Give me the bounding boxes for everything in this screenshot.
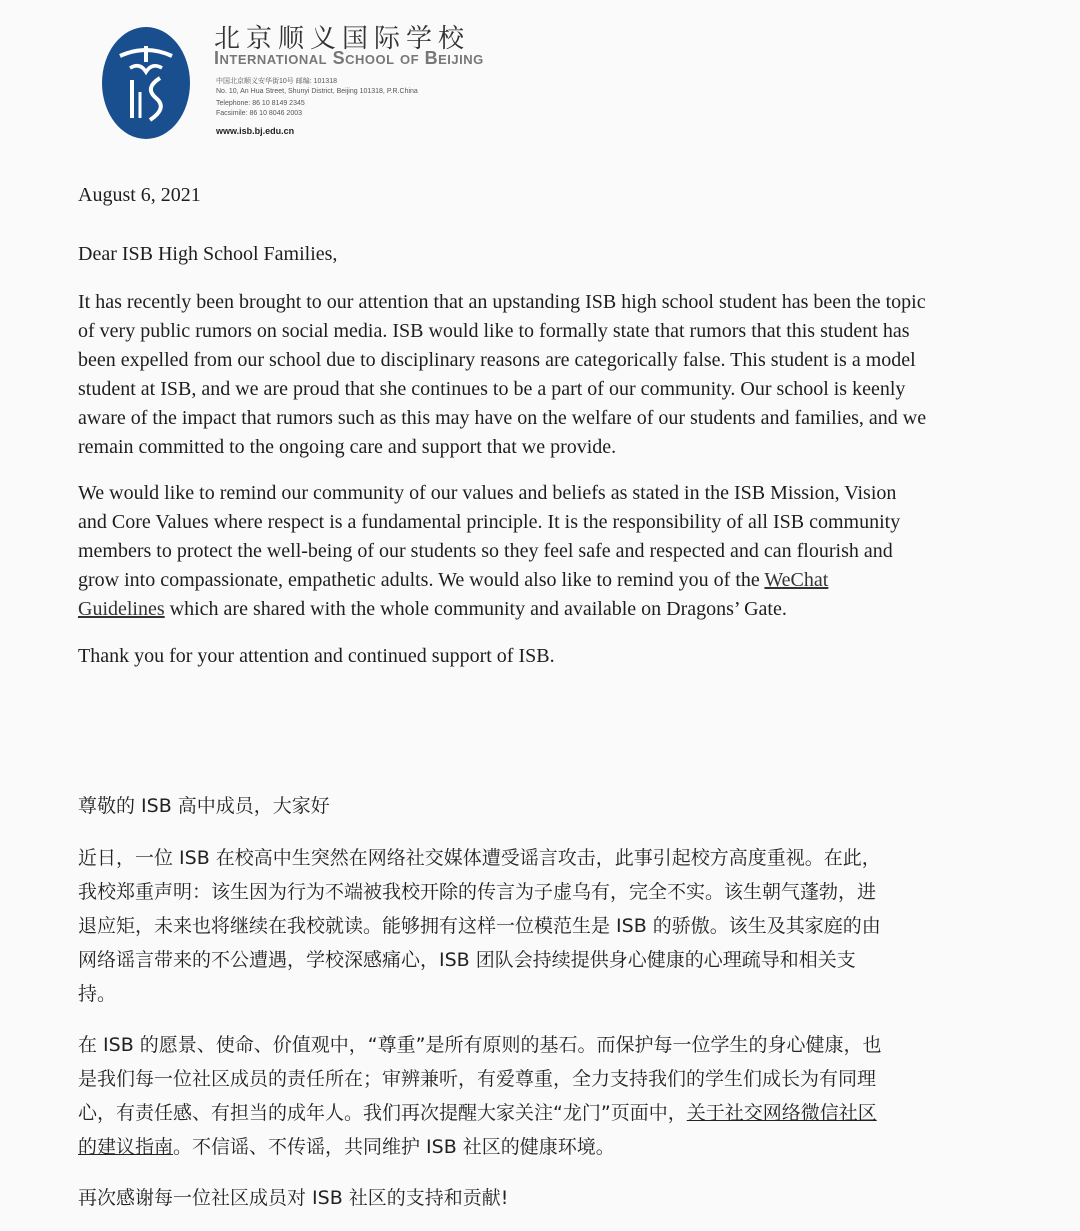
paragraph-line: 网络谣言带来的不公遭遇，学校深感痛心，ISB 团队会持续提供身心健康的心理疏导和相关支 xyxy=(78,949,856,971)
paragraph-line: and Core Values where respect is a fundamental principle. It is the responsibility of all ISB community xyxy=(78,511,901,533)
telephone: Telephone: 86 10 8149 2345 xyxy=(216,100,305,107)
paragraph-line: 近日，一位 ISB 在校高中生突然在网络社交媒体遭受谣言攻击，此事引起校方高度重视。在此， xyxy=(78,847,881,869)
paragraph-line: aware of the impact that rumors such as this may have on the welfare of our students and families, and we xyxy=(78,407,927,429)
closing-en: Thank you for your attention and continued support of ISB. xyxy=(78,645,555,667)
facsimile: Facsimile: 86 10 8046 2003 xyxy=(216,110,302,117)
paragraph-line: It has recently been brought to our attention that an upstanding ISB high school student has been the topic xyxy=(78,291,926,313)
paragraph-line xyxy=(78,566,828,595)
salutation-cn: 尊敬的 ISB 高中成员，大家好 xyxy=(78,795,330,817)
letter-date: August 6, 2021 xyxy=(78,184,201,206)
wechat-guidelines-link-cn[interactable]: 关于社交网络微信社区 xyxy=(686,1102,877,1124)
paragraph-line: 退应矩，未来也将继续在我校就读。能够拥有这样一位模范生是 ISB 的骄傲。该生及其家庭的由 xyxy=(78,915,881,937)
paragraph-text: which are shared with the whole community and available on Dragons’ Gate. xyxy=(164,598,787,620)
paragraph-line: of very public rumors on social media. ISB would like to formally state that rumors that this student has xyxy=(78,320,910,342)
paragraph-text: 。不信谣、不传谣，共同维护 ISB 社区的健康环境。 xyxy=(173,1136,615,1158)
paragraph-line xyxy=(78,595,787,624)
address-cn: 中国北京顺义安华街10号 邮编: 101318 xyxy=(216,78,337,85)
paragraph-text: 心，有责任感、有担当的成年人。我们再次提醒大家关注“龙门”页面中， xyxy=(78,1102,687,1124)
paragraph-text: grow into compassionate, empathetic adults. We would also like to remind you of the xyxy=(78,569,765,591)
paragraph-line: members to protect the well-being of our students so they feel safe and respected and can flourish and xyxy=(78,540,893,562)
paragraph-line: 是我们每一位社区成员的责任所在；审辨兼听，有爱尊重，全力支持我们的学生们成长为有同理 xyxy=(78,1068,877,1090)
website-link[interactable]: www.isb.bj.edu.cn xyxy=(216,126,295,136)
paragraph-line: remain committed to the ongoing care and support that we provide. xyxy=(78,436,617,458)
isb-logo-icon xyxy=(100,22,192,140)
wechat-guidelines-link[interactable]: WeChat xyxy=(764,569,829,591)
paragraph-line: 持。 xyxy=(78,983,117,1005)
school-name-cn: 北京顺义国际学校 xyxy=(214,24,471,54)
wechat-guidelines-link-cn[interactable]: 的建议指南 xyxy=(78,1136,174,1158)
paragraph-line: We would like to remind our community of our values and beliefs as stated in the ISB Mission, Vision xyxy=(78,482,897,504)
school-name-en: International School of Beijing xyxy=(214,48,484,68)
wechat-guidelines-link[interactable]: Guidelines xyxy=(78,598,165,620)
closing-cn: 再次感谢每一位社区成员对 ISB 社区的支持和贡献! xyxy=(78,1187,509,1209)
paragraph-line: student at ISB, and we are proud that she continues to be a part of our community. Our school is keenly xyxy=(78,378,906,400)
paragraph-line: been expelled from our school due to disciplinary reasons are categorically false. This student is a model xyxy=(78,349,916,371)
paragraph-line xyxy=(78,1131,615,1163)
paragraph-line: 我校郑重声明：该生因为行为不端被我校开除的传言为子虚乌有，完全不实。该生朝气蓬勃，进 xyxy=(78,881,877,903)
salutation-en: Dear ISB High School Families, xyxy=(78,243,338,265)
paragraph-line xyxy=(78,1097,877,1129)
paragraph-line: 在 ISB 的愿景、使命、价值观中，“尊重”是所有原则的基石。而保护每一位学生的身心健康，也 xyxy=(78,1034,882,1056)
address-en: No. 10, An Hua Street, Shunyi District, Beijing 101318, P.R.China xyxy=(216,88,418,95)
